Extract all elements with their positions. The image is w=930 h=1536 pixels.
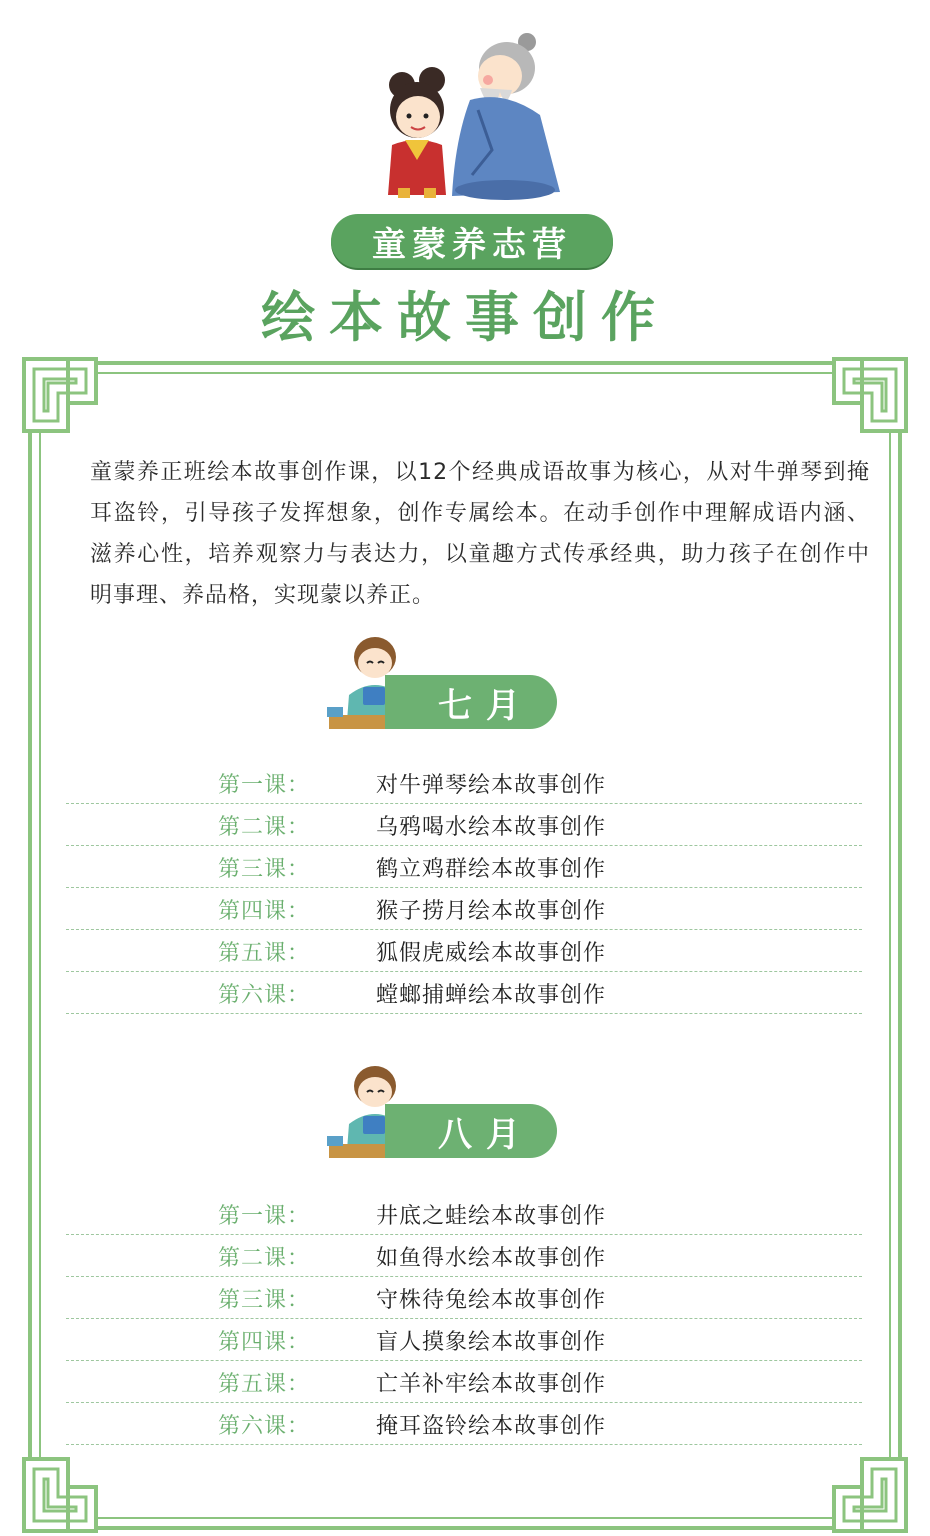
lesson-row	[66, 930, 862, 972]
lesson-row	[66, 1361, 862, 1403]
lesson-number: 第一课：	[218, 1204, 311, 1229]
lesson-number: 第二课：	[218, 815, 311, 840]
lesson-row	[66, 804, 862, 846]
lesson-title: 对牛弹琴绘本故事创作	[376, 773, 607, 798]
lesson-row	[66, 762, 862, 804]
lesson-number: 第六课：	[218, 1414, 311, 1439]
lesson-number: 第三课：	[218, 857, 311, 882]
lesson-number: 第四课：	[218, 1330, 311, 1355]
lesson-number: 第五课：	[218, 1372, 311, 1397]
lesson-number: 第一课：	[218, 773, 311, 798]
lesson-title: 盲人摸象绘本故事创作	[376, 1330, 607, 1355]
month-header-july	[325, 635, 565, 735]
lesson-row	[66, 846, 862, 888]
lesson-title: 螳螂捕蝉绘本故事创作	[376, 983, 607, 1008]
lesson-title: 亡羊补牢绘本故事创作	[376, 1372, 607, 1397]
month-label: 八月	[385, 1104, 557, 1158]
lesson-number: 第五课：	[218, 941, 311, 966]
month-header-august	[325, 1064, 565, 1164]
lesson-title: 乌鸦喝水绘本故事创作	[376, 815, 607, 840]
lesson-number: 第六课：	[218, 983, 311, 1008]
lesson-title: 如鱼得水绘本故事创作	[376, 1246, 607, 1271]
lesson-number: 第四课：	[218, 899, 311, 924]
lesson-row	[66, 972, 862, 1014]
intro-paragraph: 童蒙养正班绘本故事创作课，以12个经典成语故事为核心，从对牛弹琴到掩耳盗铃，引导孩子发挥想象，创作专属绘本。在动手创作中理解成语内涵、滋养心性，培养观察力与表达力，以童趣方式传承经典，助力孩子在创作中明事理、养品格，实现蒙以养正。	[90, 460, 870, 608]
lesson-list-august	[66, 1193, 862, 1445]
lesson-title: 掩耳盗铃绘本故事创作	[376, 1414, 607, 1439]
lesson-row	[66, 1403, 862, 1445]
lesson-title: 猴子捞月绘本故事创作	[376, 899, 607, 924]
page-title: 绘本故事创作	[261, 285, 669, 349]
lesson-number: 第二课：	[218, 1246, 311, 1271]
lesson-row	[66, 1235, 862, 1277]
lesson-title: 鹤立鸡群绘本故事创作	[376, 857, 607, 882]
lesson-row	[66, 1193, 862, 1235]
elder-figure-icon	[452, 33, 560, 200]
lesson-title: 狐假虎威绘本故事创作	[376, 941, 607, 966]
camp-badge: 童蒙养志营	[331, 214, 613, 268]
month-label: 七月	[385, 675, 557, 729]
lesson-list-july	[66, 762, 862, 1014]
lesson-row	[66, 1319, 862, 1361]
lesson-number: 第三课：	[218, 1288, 311, 1313]
lesson-title: 守株待兔绘本故事创作	[376, 1288, 607, 1313]
lesson-title: 井底之蛙绘本故事创作	[376, 1204, 607, 1229]
lesson-row	[66, 1277, 862, 1319]
girl-figure-icon	[388, 67, 446, 198]
lesson-row	[66, 888, 862, 930]
